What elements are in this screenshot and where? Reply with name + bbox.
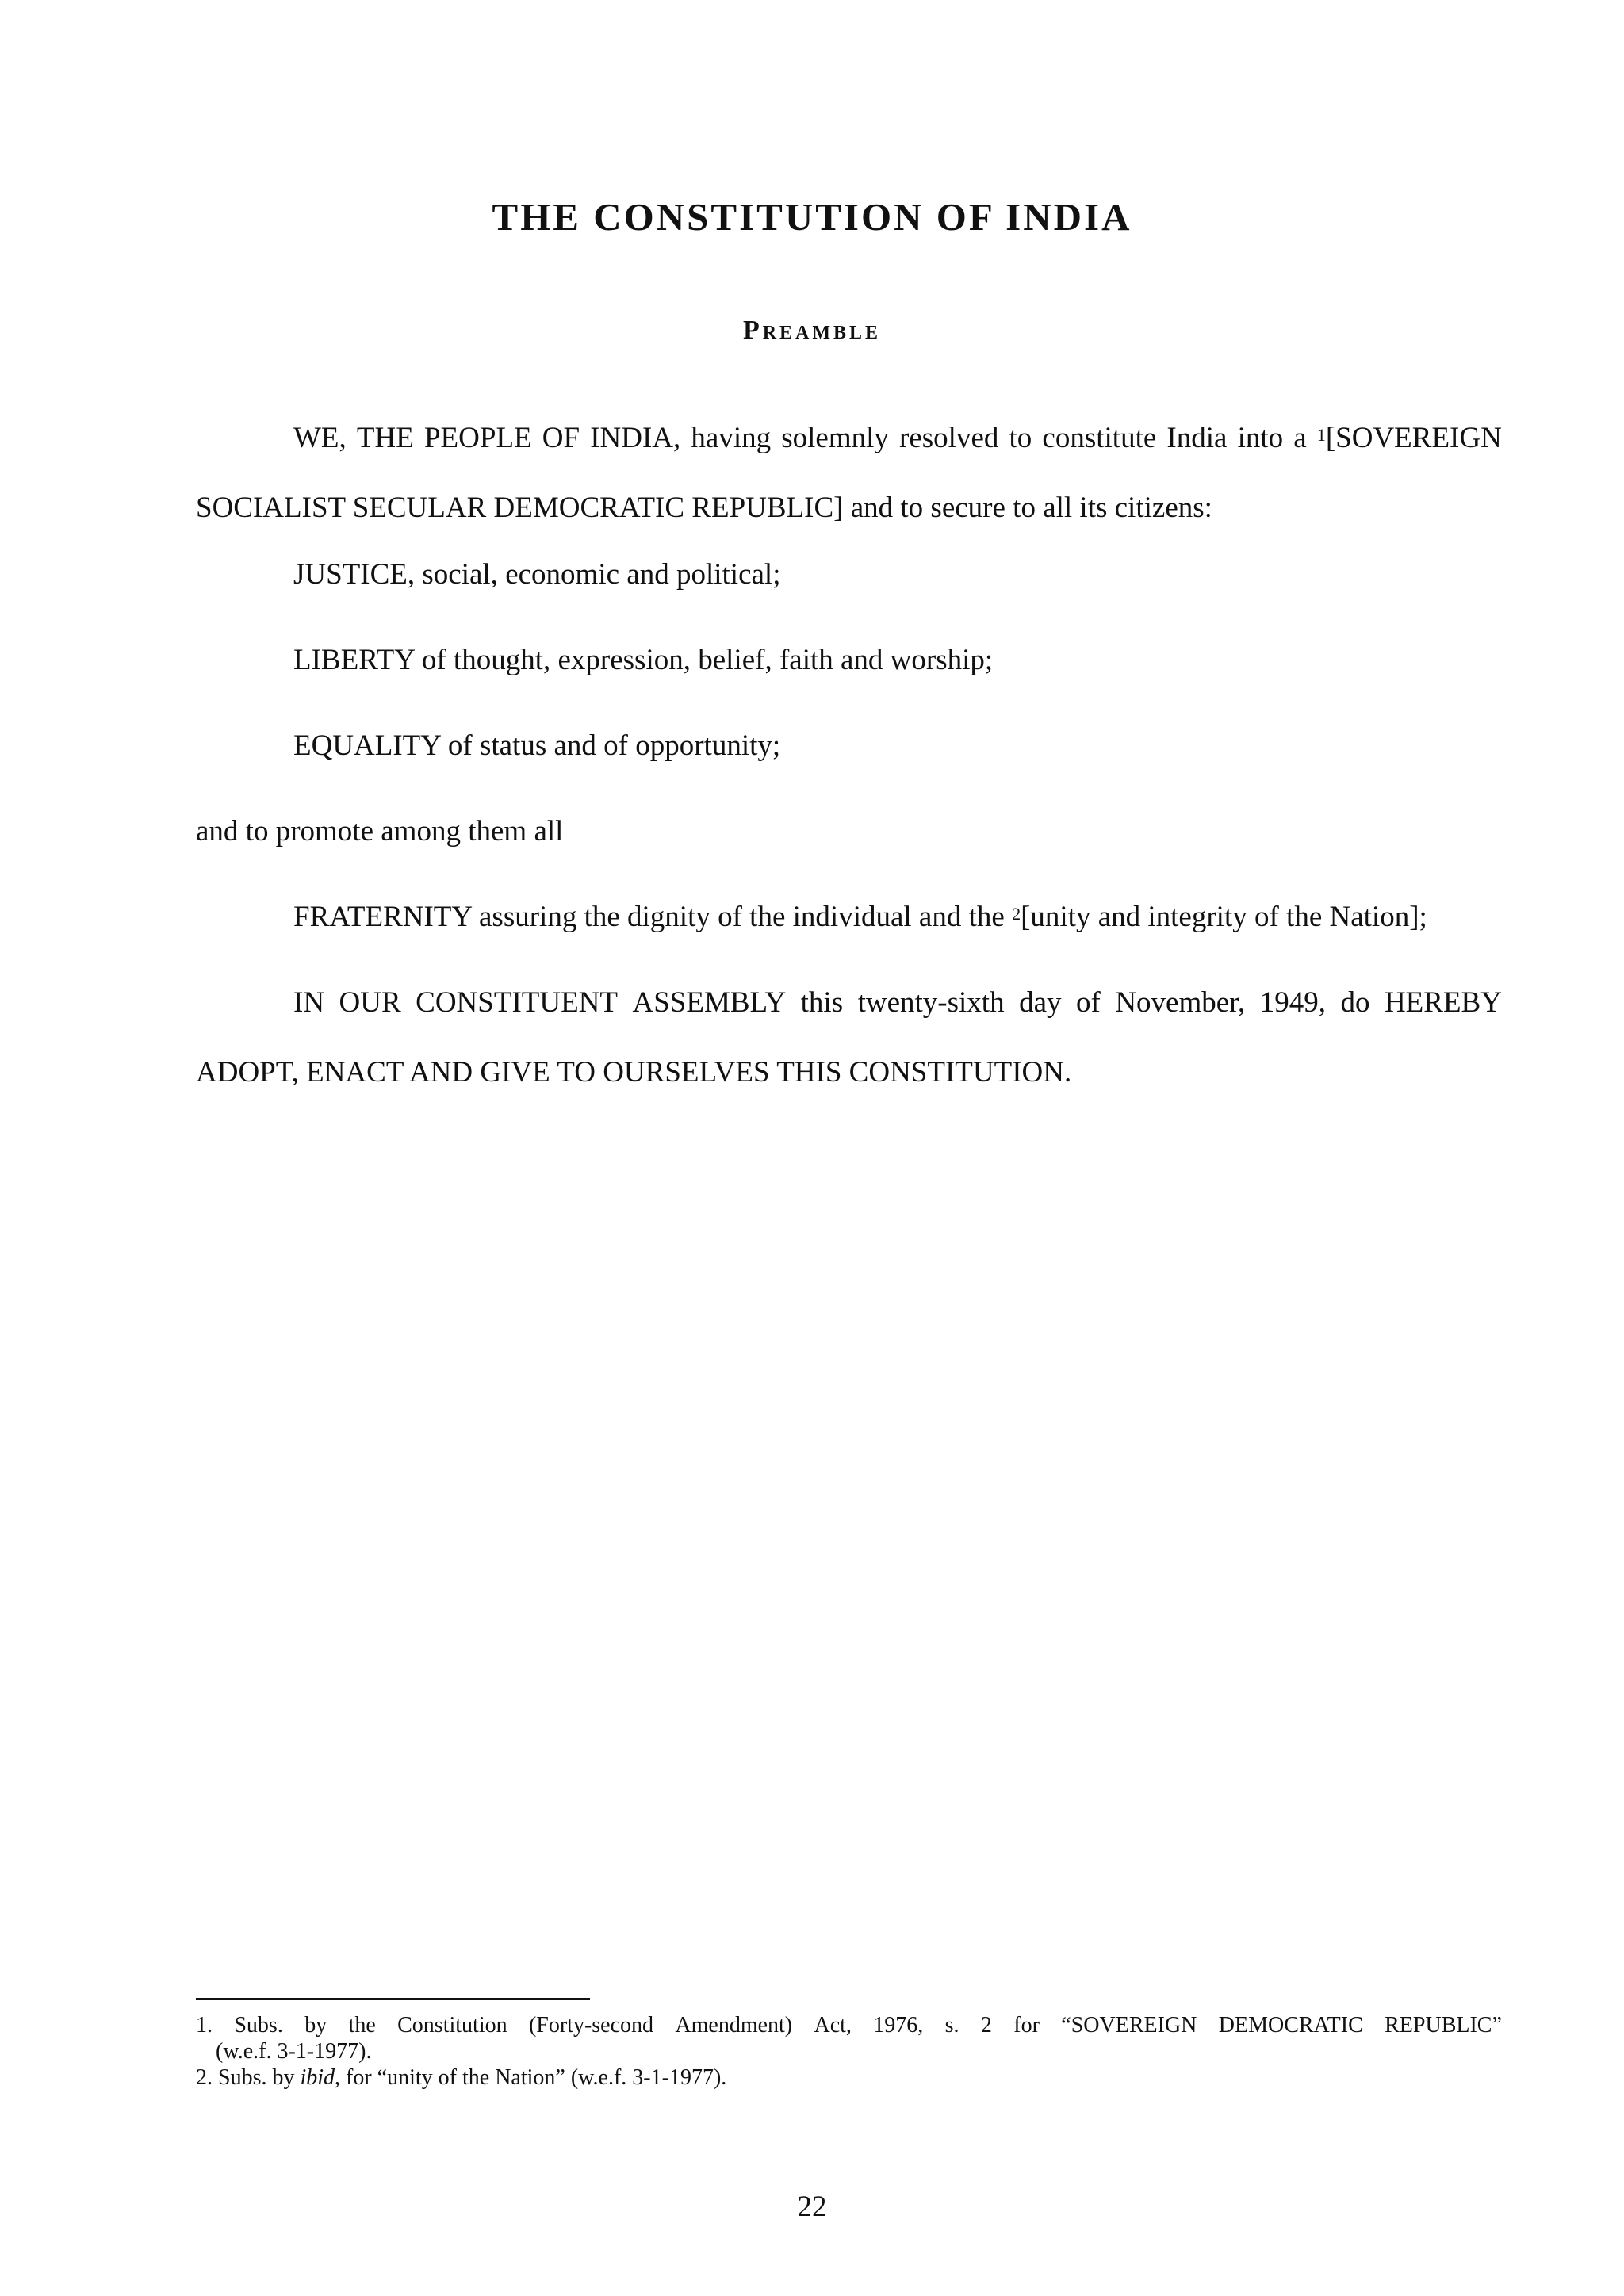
footnote-2-ibid: ibid [300, 2065, 335, 2090]
preamble-line-1-word: WE, [293, 422, 347, 454]
footnote-1-line-1-word: by [304, 2013, 327, 2038]
fraternity-text-before: FRATERNITY assuring the dignity of the individual and the [293, 901, 1013, 933]
footnote-1-line-1-word: 1. [196, 2013, 213, 2038]
equality-clause: EQUALITY of status and of opportunity; [293, 729, 781, 762]
footnote-1-line-1-word: for [1013, 2013, 1040, 2038]
preamble-line-1-word: a [1293, 422, 1307, 454]
preamble-line-1-word: into [1237, 422, 1284, 454]
assembly-line-1-word: 1949, [1259, 986, 1326, 1019]
preamble-paragraph-1-line-1 [293, 420, 1502, 457]
preamble-line-1-sovereign-text: [SOVEREIGN [1325, 422, 1502, 454]
assembly-paragraph-line-2: ADOPT, ENACT AND GIVE TO OURSELVES THIS CONSTITUTION. [196, 1056, 1072, 1089]
preamble-line-1-word: constitute [1042, 422, 1157, 454]
footnote-1-line-1-word: DEMOCRATIC [1218, 2013, 1363, 2038]
footnote-marker-2: 2 [1012, 904, 1021, 924]
footnote-2 [196, 2064, 726, 2091]
document-title: THE CONSTITUTION OF INDIA [492, 195, 1132, 239]
preamble-line-1-word: having [691, 422, 772, 454]
footnote-1-line-1-word: (Forty-second [528, 2013, 654, 2038]
footnote-1-line-1-word: REPUBLIC” [1385, 2013, 1502, 2038]
fraternity-clause [293, 899, 1427, 936]
footnote-1-line-1-word: s. [944, 2013, 959, 2038]
preamble-paragraph-1-line-2: SOCIALIST SECULAR DEMOCRATIC REPUBLIC] and to secure to all its citizens: [196, 492, 1212, 524]
assembly-line-1-word: do [1340, 986, 1370, 1019]
footnote-1-line-1-word: Amendment) [675, 2013, 793, 2038]
footnote-1-line-2: (w.e.f. 3-1-1977). [216, 2039, 372, 2064]
preamble-line-1-word: solemnly [781, 422, 889, 454]
justice-clause: JUSTICE, social, economic and political; [293, 558, 781, 591]
liberty-clause: LIBERTY of thought, expression, belief, faith and worship; [293, 644, 994, 676]
assembly-line-1-word: OUR [339, 986, 401, 1019]
assembly-line-1-word: November, [1115, 986, 1246, 1019]
footnote-1-line-1-word: 2 [980, 2013, 992, 2038]
preamble-line-1-word: resolved [899, 422, 999, 454]
assembly-line-1-word: ASSEMBLY [632, 986, 787, 1019]
preamble-line-1-word: India [1166, 422, 1228, 454]
preamble-line-1-sovereign [1317, 420, 1502, 457]
assembly-line-1-word: this [800, 986, 844, 1019]
promote-line: and to promote among them all [196, 815, 564, 848]
assembly-paragraph-line-1 [293, 985, 1502, 1021]
footnote-1-line-1-word: 1976, [873, 2013, 924, 2038]
preamble-line-1-word: THE [356, 422, 414, 454]
footnote-2-suffix: , for “unity of the Nation” (w.e.f. 3-1-1977). [335, 2065, 727, 2090]
assembly-line-1-word: of [1076, 986, 1101, 1019]
preamble-heading: Preamble [742, 316, 882, 345]
footnote-1-line-1-word: the [348, 2013, 376, 2038]
preamble-line-1-word: to [1009, 422, 1032, 454]
assembly-line-1-word: IN [293, 986, 325, 1019]
preamble-line-1-word: PEOPLE [423, 422, 532, 454]
fraternity-text-after: [unity and integrity of the Nation]; [1021, 901, 1427, 933]
footnote-marker-1: 1 [1316, 425, 1326, 445]
footnote-1-line-1-word: Subs. [234, 2013, 283, 2038]
preamble-line-1-word: OF [542, 422, 580, 454]
footnote-1-line-1-word: “SOVEREIGN [1061, 2013, 1197, 2038]
assembly-line-1-word: day [1019, 986, 1062, 1019]
footnote-separator [196, 1998, 590, 2000]
assembly-line-1-word: HEREBY [1384, 986, 1502, 1019]
assembly-line-1-word: CONSTITUENT [416, 986, 619, 1019]
footnote-1-line-1-word: Constitution [397, 2013, 508, 2038]
footnote-1-line-1-word: Act, [814, 2013, 852, 2038]
page-number: 22 [797, 2191, 827, 2223]
footnote-1-line-1 [196, 2012, 1502, 2038]
assembly-line-1-word: twenty-sixth [857, 986, 1005, 1019]
preamble-line-1-word: INDIA, [590, 422, 681, 454]
footnote-2-prefix: 2. Subs. by [196, 2065, 301, 2090]
